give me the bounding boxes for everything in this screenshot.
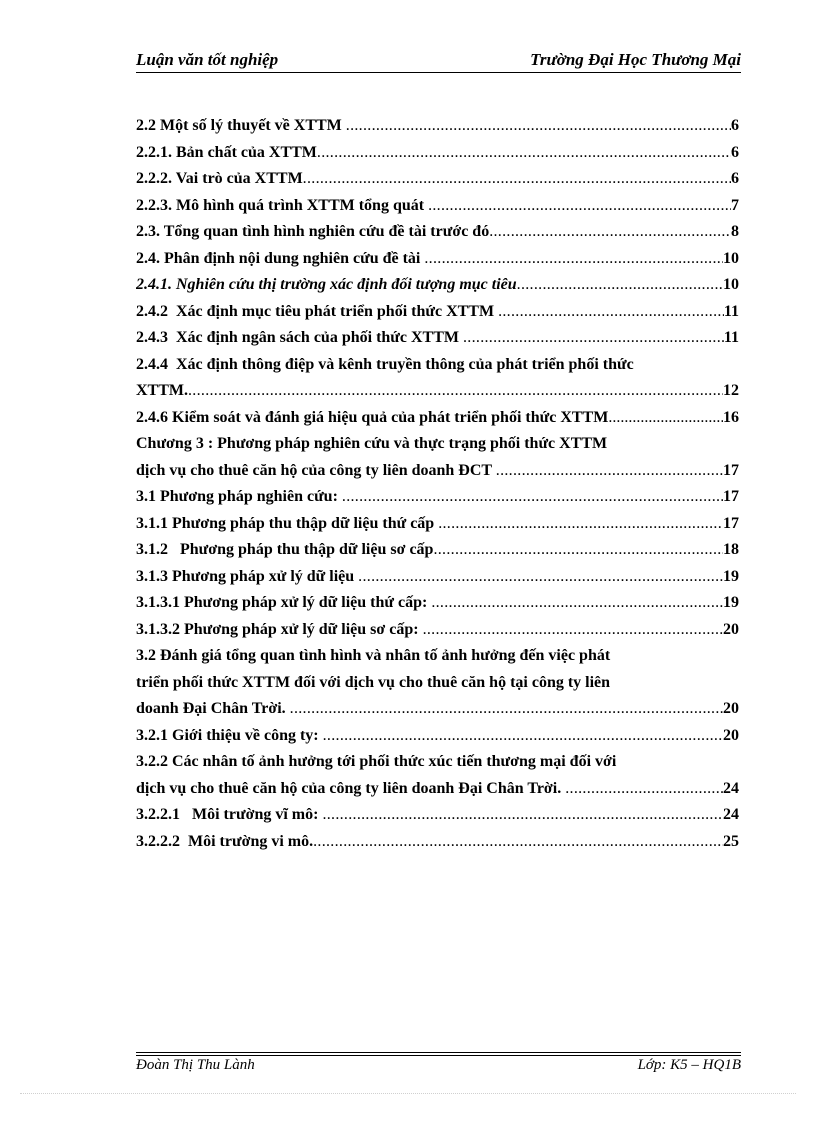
toc-entry-title: 3.1.1 Phương pháp thu thập dữ liệu thứ cấp: [136, 514, 439, 532]
toc-leader-dots: [322, 802, 723, 829]
toc-leader-dots: [323, 723, 723, 750]
footer-divider: [136, 1055, 741, 1056]
toc-entry-page: 11: [723, 329, 739, 346]
toc-entry-page: 19: [723, 567, 739, 585]
toc-leader-dots: [346, 113, 731, 140]
toc-leader-dots: [608, 405, 723, 432]
page-edge-marker: [20, 1093, 796, 1094]
toc-leader-dots: [342, 484, 723, 511]
toc-entry-title: 3.1.3 Phương pháp xử lý dữ liệu: [136, 567, 359, 585]
toc-entry-title: 3.2.2.2 Môi trường vi mô.: [136, 832, 314, 850]
toc-entry-page: 8: [731, 223, 739, 240]
toc-entry-continuation[interactable]: [136, 670, 739, 697]
toc-entry-title: triển phối thức XTTM đối với dịch vụ cho thuê căn hộ tại công ty liên: [136, 673, 611, 691]
toc-entry-title: 3.1 Phương pháp nghiên cứu:: [136, 488, 342, 505]
toc-entry-title: 2.2 Một số lý thuyết về XTTM: [136, 117, 346, 134]
toc-entry[interactable]: [136, 511, 739, 538]
toc-leader-dots: [317, 140, 731, 167]
toc-leader-dots: [517, 272, 723, 299]
toc-entry[interactable]: [136, 299, 739, 326]
toc-entry[interactable]: [136, 617, 739, 644]
toc-entry[interactable]: [136, 166, 739, 193]
toc-entry-title: 2.3. Tổng quan tình hình nghiên cứu đề tài trước đó: [136, 223, 490, 240]
toc-entry-page: 19: [723, 594, 739, 611]
toc-entry[interactable]: [136, 113, 739, 140]
toc-chapter-heading[interactable]: [136, 431, 739, 458]
toc-entry[interactable]: [136, 140, 739, 167]
toc-leader-dots: [358, 564, 723, 591]
footer-divider: [136, 1052, 741, 1053]
toc-entry-page: 20: [723, 700, 739, 717]
toc-entry[interactable]: [136, 325, 739, 352]
toc-entry[interactable]: [136, 484, 739, 511]
toc-entry-continuation[interactable]: [136, 776, 739, 803]
toc-leader-dots: [424, 246, 723, 273]
toc-entry-page: 11: [723, 302, 739, 320]
toc-entry-page: 6: [731, 170, 739, 187]
toc-leader-dots: [433, 537, 723, 564]
footer-author-name: Đoàn Thị Thu Lành: [136, 1057, 255, 1073]
toc-entry-title: XTTM.: [136, 382, 188, 399]
toc-entry[interactable]: [136, 564, 739, 591]
header-divider: [136, 72, 741, 73]
toc-leader-dots: [498, 299, 724, 326]
toc-entry-continuation[interactable]: [136, 378, 739, 405]
toc-entry-title: 2.4. Phân định nội dung nghiên cứu đề tài: [136, 249, 425, 267]
toc-entry[interactable]: [136, 246, 739, 273]
toc-entry-title: 2.4.3 Xác định ngân sách của phối thức XTTM: [136, 329, 463, 346]
header-thesis-label: Luận văn tốt nghiệp: [136, 50, 279, 69]
toc-entry-title: dịch vụ cho thuê căn hộ của công ty liên doanh ĐCT: [136, 461, 496, 479]
toc-leader-dots: [565, 776, 723, 803]
toc-entry-title: 2.4.2 Xác định mục tiêu phát triển phối thức XTTM: [136, 302, 499, 320]
toc-entry-title: doanh Đại Chân Trời.: [136, 700, 290, 717]
toc-entry-page: 17: [723, 461, 739, 479]
toc-leader-dots: [188, 378, 723, 405]
page-footer: [136, 1057, 741, 1077]
toc-entry[interactable]: [136, 219, 739, 246]
table-of-contents: [136, 113, 739, 855]
toc-entry-title: Chương 3 : Phương pháp nghiên cứu và thực trạng phối thức XTTM: [136, 435, 608, 452]
footer-class-label: Lớp: K5 – HQ1B: [637, 1057, 741, 1073]
toc-entry[interactable]: [136, 643, 739, 670]
toc-entry-title: 3.2.2 Các nhân tố ảnh hưởng tới phối thức xúc tiến thương mại đối với: [136, 753, 617, 770]
page-header: [136, 50, 741, 72]
toc-entry-page: 25: [723, 832, 739, 850]
toc-entry-title: 2.2.3. Mô hình quá trình XTTM tổng quát: [136, 196, 429, 214]
toc-entry-page: 6: [731, 117, 739, 134]
toc-entry-page: 6: [731, 143, 739, 161]
toc-entry-page: 10: [723, 249, 739, 267]
toc-entry-title: 3.1.3.2 Phương pháp xử lý dữ liệu sơ cấp:: [136, 620, 423, 638]
toc-entry-title: 3.2 Đánh giá tổng quan tình hình và nhân tố ảnh hưởng đến việc phát: [136, 647, 611, 664]
header-university-name: Trường Đại Học Thương Mại: [530, 50, 741, 69]
toc-leader-dots: [463, 325, 724, 352]
toc-entry-page: 24: [723, 779, 739, 797]
toc-entry-page: 10: [723, 276, 739, 293]
toc-entry-page: 24: [723, 806, 739, 823]
toc-entry-continuation[interactable]: [136, 458, 739, 485]
toc-entry-page: 20: [723, 726, 739, 744]
toc-leader-dots: [496, 458, 723, 485]
toc-entry-title: 3.2.1 Giới thiệu về công ty:: [136, 726, 323, 744]
toc-leader-dots: [438, 511, 723, 538]
toc-entry-page: 7: [731, 196, 739, 214]
toc-entry[interactable]: [136, 590, 739, 617]
toc-entry[interactable]: [136, 723, 739, 750]
toc-entry[interactable]: [136, 749, 739, 776]
toc-leader-dots: [489, 219, 731, 246]
toc-entry-title: 2.4.1. Nghiên cứu thị trường xác định đối tượng mục tiêu: [136, 276, 517, 293]
toc-entry-page: 18: [723, 541, 739, 558]
toc-entry-title: dịch vụ cho thuê căn hộ của công ty liên doanh Đại Chân Trời.: [136, 779, 566, 797]
toc-leader-dots: [428, 193, 731, 220]
toc-entry-page: 12: [723, 382, 739, 399]
toc-entry-title: 3.2.2.1 Môi trường vĩ mô:: [136, 806, 323, 823]
toc-entry-page: 16: [723, 408, 739, 426]
toc-entry[interactable]: [136, 537, 739, 564]
toc-entry-page: 17: [723, 488, 739, 505]
toc-entry-title: 3.1.2 Phương pháp thu thập dữ liệu sơ cấp: [136, 541, 434, 558]
toc-leader-dots: [290, 696, 723, 723]
toc-entry[interactable]: [136, 272, 739, 299]
toc-entry[interactable]: [136, 193, 739, 220]
toc-leader-dots: [313, 829, 723, 856]
toc-entry-continuation[interactable]: [136, 696, 739, 723]
toc-entry[interactable]: [136, 405, 739, 432]
toc-entry[interactable]: [136, 829, 739, 856]
toc-leader-dots: [303, 166, 731, 193]
toc-entry-title: 2.2.1. Bản chất của XTTM: [136, 143, 317, 161]
toc-entry-page: 20: [723, 620, 739, 638]
toc-entry[interactable]: [136, 352, 739, 379]
toc-entry-page: 17: [723, 514, 739, 532]
toc-entry-title: 2.4.4 Xác định thông điệp và kênh truyền thông của phát triển phối thức: [136, 355, 634, 373]
toc-leader-dots: [423, 617, 723, 644]
toc-entry-title: 2.2.2. Vai trò của XTTM: [136, 170, 303, 187]
toc-entry-title: 3.1.3.1 Phương pháp xử lý dữ liệu thứ cấp:: [136, 594, 432, 611]
toc-leader-dots: [431, 590, 723, 617]
toc-entry-title: 2.4.6 Kiểm soát và đánh giá hiệu quả của phát triển phối thức XTTM: [136, 408, 609, 426]
toc-entry[interactable]: [136, 802, 739, 829]
